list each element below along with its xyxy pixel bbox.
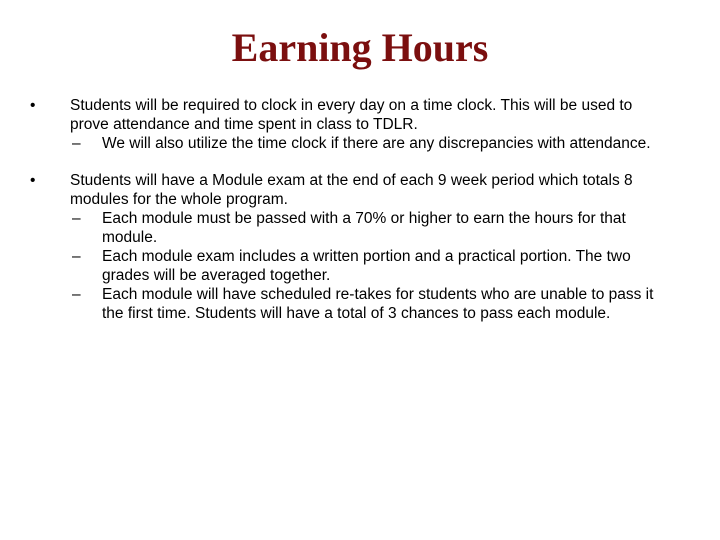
bullet-item-module-exam <box>30 171 675 323</box>
sub-bullet-marker: – <box>72 286 81 303</box>
sub-bullet-list <box>70 209 675 323</box>
sub-bullet-text: Each module exam includes a written portion and a practical portion. The two grades will be averaged together. <box>102 248 631 284</box>
sub-bullet-text: We will also utilize the time clock if there are any discrepancies with attendance. <box>102 135 651 152</box>
bullet-text: Students will have a Module exam at the end of each 9 week period which totals 8 modules for the whole program. <box>70 172 633 208</box>
bullet-list <box>30 96 675 341</box>
bullet-marker: • <box>30 172 36 189</box>
bullet-marker: • <box>30 97 36 114</box>
sub-bullet-item <box>70 134 675 153</box>
slide-title: Earning Hours <box>231 25 489 70</box>
sub-bullet-item <box>70 247 675 285</box>
bullet-text: Students will be required to clock in every day on a time clock. This will be used to prove attendance and time spent in class to TDLR. <box>70 97 633 133</box>
sub-bullet-item <box>70 209 675 247</box>
bullet-item-clock-in <box>30 96 675 153</box>
sub-bullet-text: Each module must be passed with a 70% or higher to earn the hours for that module. <box>102 210 626 246</box>
sub-bullet-marker: – <box>72 210 81 227</box>
sub-bullet-marker: – <box>72 248 81 265</box>
sub-bullet-list <box>70 134 675 153</box>
sub-bullet-text: Each module will have scheduled re-takes for students who are unable to pass it the first time. Students will have a total of 3 chances to pass each module. <box>102 286 654 322</box>
sub-bullet-marker: – <box>72 135 81 152</box>
sub-bullet-item <box>70 285 675 323</box>
